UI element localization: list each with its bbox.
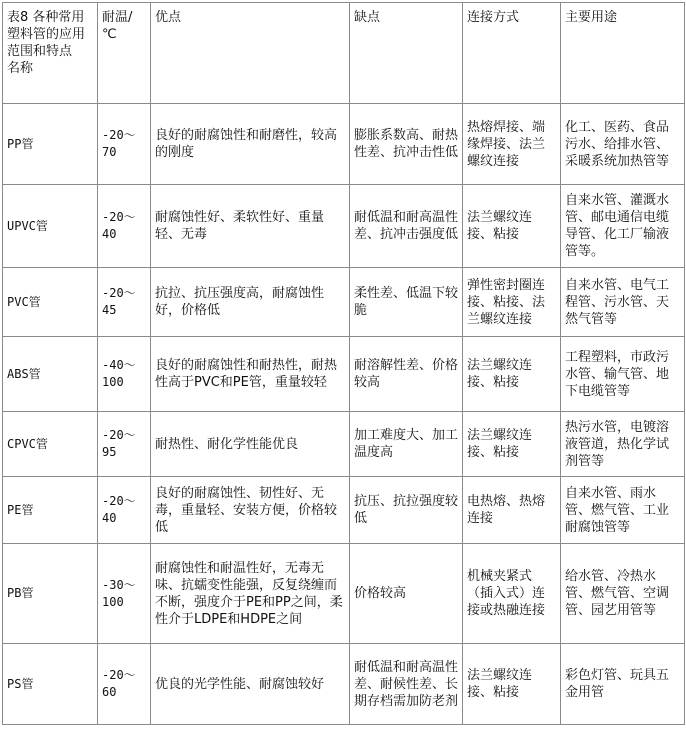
cell-name: CPVC管 — [3, 412, 98, 477]
table-row — [3, 268, 685, 337]
cell-connection: 法兰螺纹连接、粘接 — [463, 185, 561, 268]
cell-cons: 耐溶解性差、价格较高 — [350, 337, 463, 412]
cell-name: PP管 — [3, 104, 98, 185]
cell-pros: 优良的光学性能、耐腐蚀较好 — [151, 644, 350, 725]
cell-name: PE管 — [3, 477, 98, 544]
cell-cons: 加工难度大、加工温度高 — [350, 412, 463, 477]
cell-temp: -20～ 70 — [98, 104, 151, 185]
table-row — [3, 337, 685, 412]
table-header-row — [3, 3, 685, 104]
cell-cons: 价格较高 — [350, 544, 463, 644]
cell-connection: 电热熔、热熔连接 — [463, 477, 561, 544]
cell-use: 给水管、冷热水管、燃气管、空调管、园艺用管等 — [561, 544, 685, 644]
cell-pros: 耐腐蚀性和耐温性好，无毒无味、抗蠕变性能强，反复绕缠而不断，强度介于PE和PP之间，柔性介于LDPE和HDPE之间 — [151, 544, 350, 644]
table-row — [3, 104, 685, 185]
cell-use: 自来水管、电气工程管、污水管、天然气管等 — [561, 268, 685, 337]
cell-temp: -20～ 95 — [98, 412, 151, 477]
header-connection: 连接方式 — [463, 3, 561, 104]
cell-pros: 良好的耐腐蚀性和耐热性，耐热性高于PVC和PE管，重量较轻 — [151, 337, 350, 412]
cell-use: 热污水管，电镀溶液管道，热化学试剂管等 — [561, 412, 685, 477]
table-row — [3, 644, 685, 725]
header-cons: 缺点 — [350, 3, 463, 104]
cell-connection: 法兰螺纹连接、粘接 — [463, 412, 561, 477]
cell-connection: 热熔焊接、端缘焊接、法兰螺纹连接 — [463, 104, 561, 185]
cell-name: PVC管 — [3, 268, 98, 337]
header-name: 表8 各种常用塑料管的应用范围和特点 名称 — [3, 3, 98, 104]
cell-cons: 耐低温和耐高温性差、抗冲击强度低 — [350, 185, 463, 268]
cell-cons: 抗压、抗拉强度较低 — [350, 477, 463, 544]
cell-cons: 膨胀系数高、耐热性差、抗冲击性低 — [350, 104, 463, 185]
cell-pros: 耐腐蚀性好、柔软性好、重量轻、无毒 — [151, 185, 350, 268]
cell-use: 化工、医药、食品污水、给排水管、采暖系统加热管等 — [561, 104, 685, 185]
cell-pros: 良好的耐腐蚀性和耐磨性，较高的刚度 — [151, 104, 350, 185]
cell-connection: 机械夹紧式（插入式）连接或热融连接 — [463, 544, 561, 644]
header-use: 主要用途 — [561, 3, 685, 104]
cell-pros: 抗拉、抗压强度高，耐腐蚀性好，价格低 — [151, 268, 350, 337]
cell-temp: -30～ 100 — [98, 544, 151, 644]
cell-use: 彩色灯管、玩具五金用管 — [561, 644, 685, 725]
cell-connection: 法兰螺纹连接、粘接 — [463, 337, 561, 412]
plastic-pipe-table — [2, 2, 685, 725]
cell-name: PB管 — [3, 544, 98, 644]
cell-temp: -20～ 40 — [98, 477, 151, 544]
header-temp: 耐温/℃ — [98, 3, 151, 104]
cell-temp: -20～ 40 — [98, 185, 151, 268]
cell-cons: 柔性差、低温下较脆 — [350, 268, 463, 337]
table-row — [3, 477, 685, 544]
cell-use: 自来水管、灌溉水管、邮电通信电缆导管、化工厂输液管等。 — [561, 185, 685, 268]
table-row — [3, 185, 685, 268]
header-pros: 优点 — [151, 3, 350, 104]
cell-cons: 耐低温和耐高温性差、耐候性差、长期存档需加防老剂 — [350, 644, 463, 725]
cell-temp: -40～ 100 — [98, 337, 151, 412]
cell-name: PS管 — [3, 644, 98, 725]
cell-use: 自来水管、雨水管、燃气管、工业耐腐蚀管等 — [561, 477, 685, 544]
cell-pros: 耐热性、耐化学性能优良 — [151, 412, 350, 477]
cell-pros: 良好的耐腐蚀性、韧性好、无毒，重量轻、安装方便，价格较低 — [151, 477, 350, 544]
table-row — [3, 544, 685, 644]
cell-connection: 法兰螺纹连接、粘接 — [463, 644, 561, 725]
cell-name: UPVC管 — [3, 185, 98, 268]
table-row — [3, 412, 685, 477]
cell-name: ABS管 — [3, 337, 98, 412]
cell-temp: -20～ 45 — [98, 268, 151, 337]
cell-use: 工程塑料，市政污水管、输气管、地下电缆管等 — [561, 337, 685, 412]
cell-temp: -20～ 60 — [98, 644, 151, 725]
cell-connection: 弹性密封圈连接、粘接、法兰螺纹连接 — [463, 268, 561, 337]
